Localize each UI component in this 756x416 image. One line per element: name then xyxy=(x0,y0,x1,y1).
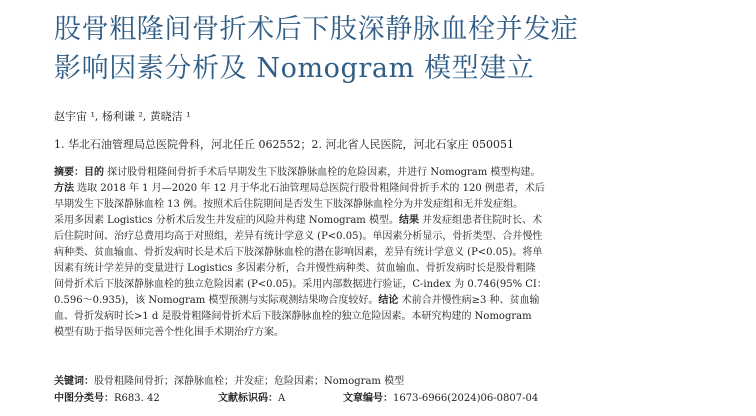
abstract-text: 病种类、贫血输血、骨折发病时长是术后下肢深静脉血栓的潜在影响因素，差异有统计学意义 (P<0.05)。将单 xyxy=(54,247,543,258)
abstract-line xyxy=(54,261,744,277)
abstract-text: 模型有助于指导医师完善个性化围手术期治疗方案。 xyxy=(54,327,284,338)
article-number-value: 1673-6966(2024)06-0807-04 xyxy=(393,393,539,404)
abstract-line xyxy=(54,197,744,213)
abstract-line xyxy=(54,181,744,197)
results-label: 结果 xyxy=(398,215,419,226)
abstract-text: 后住院时间、治疗总费用均高于对照组，差异有统计学意义 (P<0.05)。单因素分析显示，骨折类型、合并慢性 xyxy=(54,231,543,242)
abstract-text: 探讨股骨粗隆间骨折手术后早期发生下肢深静脉血栓的危险因素，并进行 Nomogram 模型构建。 xyxy=(104,167,541,178)
conclusion-label: 结论 xyxy=(378,295,399,306)
methods-label: 方法 xyxy=(54,183,74,194)
abstract-line xyxy=(54,213,744,229)
authors: 赵宇宙 ¹, 杨利谦 ², 黄晓洁 ¹ xyxy=(54,110,191,123)
abstract-label: 摘要：目的 xyxy=(54,167,104,178)
abstract-line xyxy=(54,229,744,245)
abstract-text: 早期发生下肢深静脉血栓 13 例。按照术后住院期间是否发生下肢深静脉血栓分为并发症组和无并发症组。 xyxy=(54,199,524,210)
abstract xyxy=(54,165,744,341)
abstract-text: 间骨折术后下肢深静脉血栓的独立危险因素 (P<0.05)。采用内部数据进行验证，C-index 为 0.746(95% CI： xyxy=(54,279,547,290)
clc-label: 中图分类号： xyxy=(54,393,114,404)
document-code-value: A xyxy=(278,393,286,404)
abstract-line xyxy=(54,165,744,181)
abstract-line xyxy=(54,293,744,309)
keywords-text: 股骨粗隆间骨折；深静脉血栓；并发症；危险因素；Nomogram 模型 xyxy=(94,376,405,387)
abstract-text: 术前合并慢性病≥3 种、贫血输 xyxy=(398,295,540,306)
abstract-text: 采用多因素 Logistics 分析术后发生并发症的风险并构建 Nomogram 模型。 xyxy=(54,215,399,226)
title-line-2: 影响因素分析及 Nomogram 模型建立 xyxy=(54,53,535,84)
document-code xyxy=(218,392,285,406)
title-line-1: 股骨粗隆间骨折术后下肢深静脉血栓并发症 xyxy=(54,14,579,45)
clc-value: R683. 42 xyxy=(114,393,160,404)
keywords xyxy=(54,375,404,389)
abstract-line xyxy=(54,245,744,261)
article-title xyxy=(54,10,744,88)
abstract-text: 因素有统计学差异的变量进行 Logistics 多因素分析，合并慢性病种类、贫血输血、骨折发病时长是股骨粗隆 xyxy=(54,263,536,274)
abstract-text: 0.596～0.935)，该 Nomogram 模型预测与实际观测结果吻合度较好。 xyxy=(54,295,379,306)
abstract-line xyxy=(54,309,744,325)
article-number xyxy=(343,392,538,406)
document-code-label: 文献标识码： xyxy=(218,393,278,404)
abstract-text: 血、骨折发病时长>1 d 是股骨粗隆间骨折术后下肢深静脉血栓的独立危险因素。本研究构建的 Nomogram xyxy=(54,311,532,322)
clc-number xyxy=(54,392,160,406)
keywords-label: 关键词： xyxy=(54,376,94,387)
abstract-line xyxy=(54,325,744,341)
affiliations: 1. 华北石油管理局总医院骨科，河北任丘 062552；2. 河北省人民医院，河北石家庄 050051 xyxy=(54,138,514,151)
abstract-text: 选取 2018 年 1 月—2020 年 12 月于华北石油管理局总医院行股骨粗隆间骨折手术的 120 例患者，术后 xyxy=(74,183,545,194)
abstract-text: 并发症组患者住院时长、术 xyxy=(418,215,543,226)
abstract-line xyxy=(54,277,744,293)
article-number-label: 文章编号： xyxy=(343,393,393,404)
